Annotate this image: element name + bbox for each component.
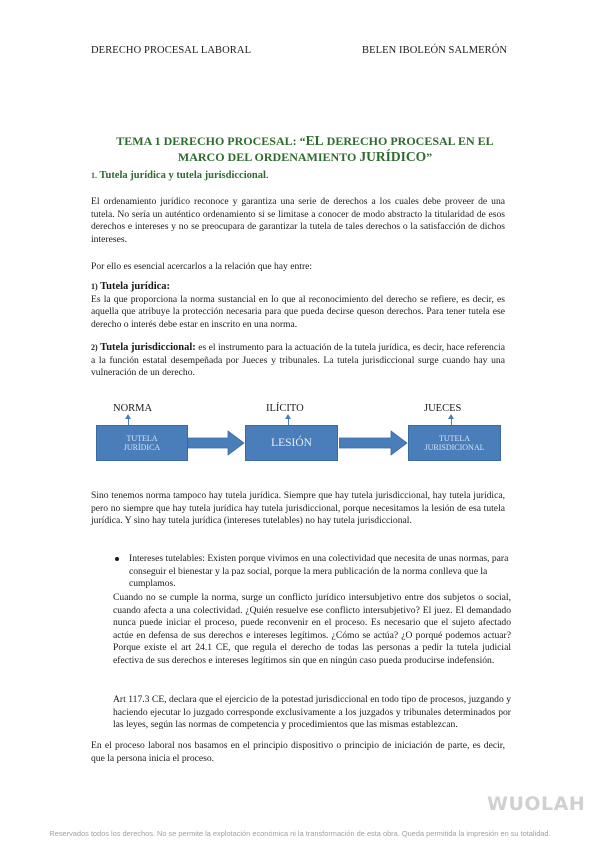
paragraph-art117 bbox=[113, 694, 511, 732]
title-big-2: JURÍDICO bbox=[359, 149, 427, 164]
bullet-marker bbox=[115, 557, 119, 561]
wuolah-watermark: WUOLAH bbox=[487, 793, 586, 815]
section-title: Tutela jurídica y tutela jurisdiccional bbox=[97, 170, 266, 181]
item2-number: 2) bbox=[91, 343, 98, 352]
arrow-right-2 bbox=[339, 430, 408, 456]
box1-line1: TUTELA bbox=[126, 434, 158, 443]
paragraph-relation: Por ello es esencial acercarlos a la relación que hay entre: bbox=[91, 261, 313, 272]
paragraph-intro: El ordenamiento jurídico reconoce y garantiza una serie de derechos a los cuales debe proveer de una tutela. No sería un auténtico ordenamiento si se limitase a conocer de modo abstracto la titularidad de esos derechos e intereses y no se preocupara de garantizar la tutela de tales derechos o la satisfacción de dichos intereses. bbox=[91, 196, 505, 245]
bullet-intereses: Intereses tutelables: Existen porque vivimos en una colectividad que necesita de unas normas, para conseguir el bienestar y la paz social, porque la mera publicación de la norma conlleva que la cumplamos. bbox=[129, 553, 509, 590]
item1-label: Tutela jurídica: bbox=[97, 281, 171, 292]
diagram-box-tutela-juridica bbox=[96, 425, 188, 461]
arrow-up-ilicito bbox=[288, 418, 289, 425]
title-big-1: EL bbox=[305, 133, 324, 148]
box1-line2: JURÍDICA bbox=[123, 443, 161, 452]
item1-text: Es la que proporciona la norma sustancial en lo que al reconocimiento del derecho se refiere, es decir, es aquella que atribuye la protección necesaria para que pueda decirse queson derechos. Para tener tutela ese derecho o interés debe estar en inscrito en una norma. bbox=[91, 293, 505, 330]
item-tutela-jurisdiccional bbox=[91, 342, 505, 380]
header-course: DERECHO PROCESAL LABORAL bbox=[91, 45, 252, 56]
arrow-right-1 bbox=[188, 430, 245, 456]
diagram-label-jueces: JUECES bbox=[424, 403, 462, 414]
diagram-box-lesion: LESIÓN bbox=[245, 425, 338, 461]
footer-notice: Reservados todos los derechos. No se permite la explotación económica ni la transformación de esta obra. Queda permitida la impresión en su totalidad. bbox=[49, 829, 551, 838]
title-prefix: TEMA 1 DERECHO PROCESAL: “ bbox=[116, 134, 306, 148]
arrow-up-jueces bbox=[451, 418, 452, 425]
item2-text: es el instrumento para la actuación de la tutela jurídica, es decir, hace referencia a la función estatal desempeñada por Jueces y tribunales. La tutela jurisdiccional surge cuando hay una vulneración de un derecho. bbox=[91, 342, 505, 379]
diagram-label-ilicito: ILÍCITO bbox=[266, 403, 304, 414]
arrow-right-1-shape bbox=[188, 431, 244, 455]
paragraph-sino: Sino tenemos norma tampoco hay tutela jurídica. Siempre que hay tutela jurisdiccional, hay tutela jurídica, pero no siempre que hay tutela jurídica hay tutela jurisdiccional, porque necesitamos la lesión de esa tutela jurídica. Y sino hay tutela jurídica (intereses tutelables) no hay tutela jurisdiccional. bbox=[91, 490, 505, 527]
arrow-up-norma bbox=[128, 418, 129, 425]
paragraph-conflicto: Cuando no se cumple la norma, surge un conflicto jurídico intersubjetivo entre dos subjetos o social, cuando afecta a una colectividad. ¿Quién resuelve ese conflicto intersubjetivo? El juez. El demandado nunca puede iniciar el proceso, puede reconvenir en el proceso. Es necesario que el sujeto afectado actúe en defensa de sus derechos e intereses legítimos. ¿Cómo se actúa? ¿O porqué podemos actuar? Porque existe el art 24.1 CE, que regula el derecho de todas las personas a pedir la tutela judicial efectiva de sus derechos e intereses legítimos sin que en ningún caso pueda producirse indefensión. bbox=[113, 592, 511, 666]
arrow-right-2-shape bbox=[339, 431, 407, 455]
diagram-box-tutela-jurisdiccional bbox=[408, 425, 501, 461]
box3-line2: JURISDICIONAL bbox=[424, 443, 485, 452]
paragraph-final: En el proceso laboral nos basamos en el principio dispositivo o principio de iniciación de parte, es decir, que la persona inicia el proceso. bbox=[91, 740, 505, 764]
section-number: 1. bbox=[91, 171, 97, 180]
section-heading bbox=[91, 170, 269, 181]
item-tutela-juridica bbox=[91, 281, 505, 331]
item1-number: 1) bbox=[91, 282, 98, 291]
title-suffix: ” bbox=[426, 150, 433, 164]
header-author: BELEN IBOLEÓN SALMERÓN bbox=[362, 45, 508, 56]
section-dot: . bbox=[265, 170, 269, 181]
item2-label: Tutela jurisdiccional: bbox=[97, 342, 196, 353]
diagram-label-norma: NORMA bbox=[113, 403, 153, 414]
page-title bbox=[95, 133, 515, 165]
art117-text: Art 117.3 CE, declara que el ejercicio de la potestad jurisdiccional en todo tipo de procesos, juzgando y haciendo ejecutar lo juzgado corresponde exclusivamente a los juzgados y tribunales determinados por las leyes, según las normas de competencia y procedimientos que las mismas establezcan. bbox=[113, 694, 511, 731]
title-mid: DERECHO PROCESAL EN EL MARCO DEL ORDENAMIENTO bbox=[177, 134, 494, 164]
box3-line1: TUTELA bbox=[438, 434, 471, 443]
